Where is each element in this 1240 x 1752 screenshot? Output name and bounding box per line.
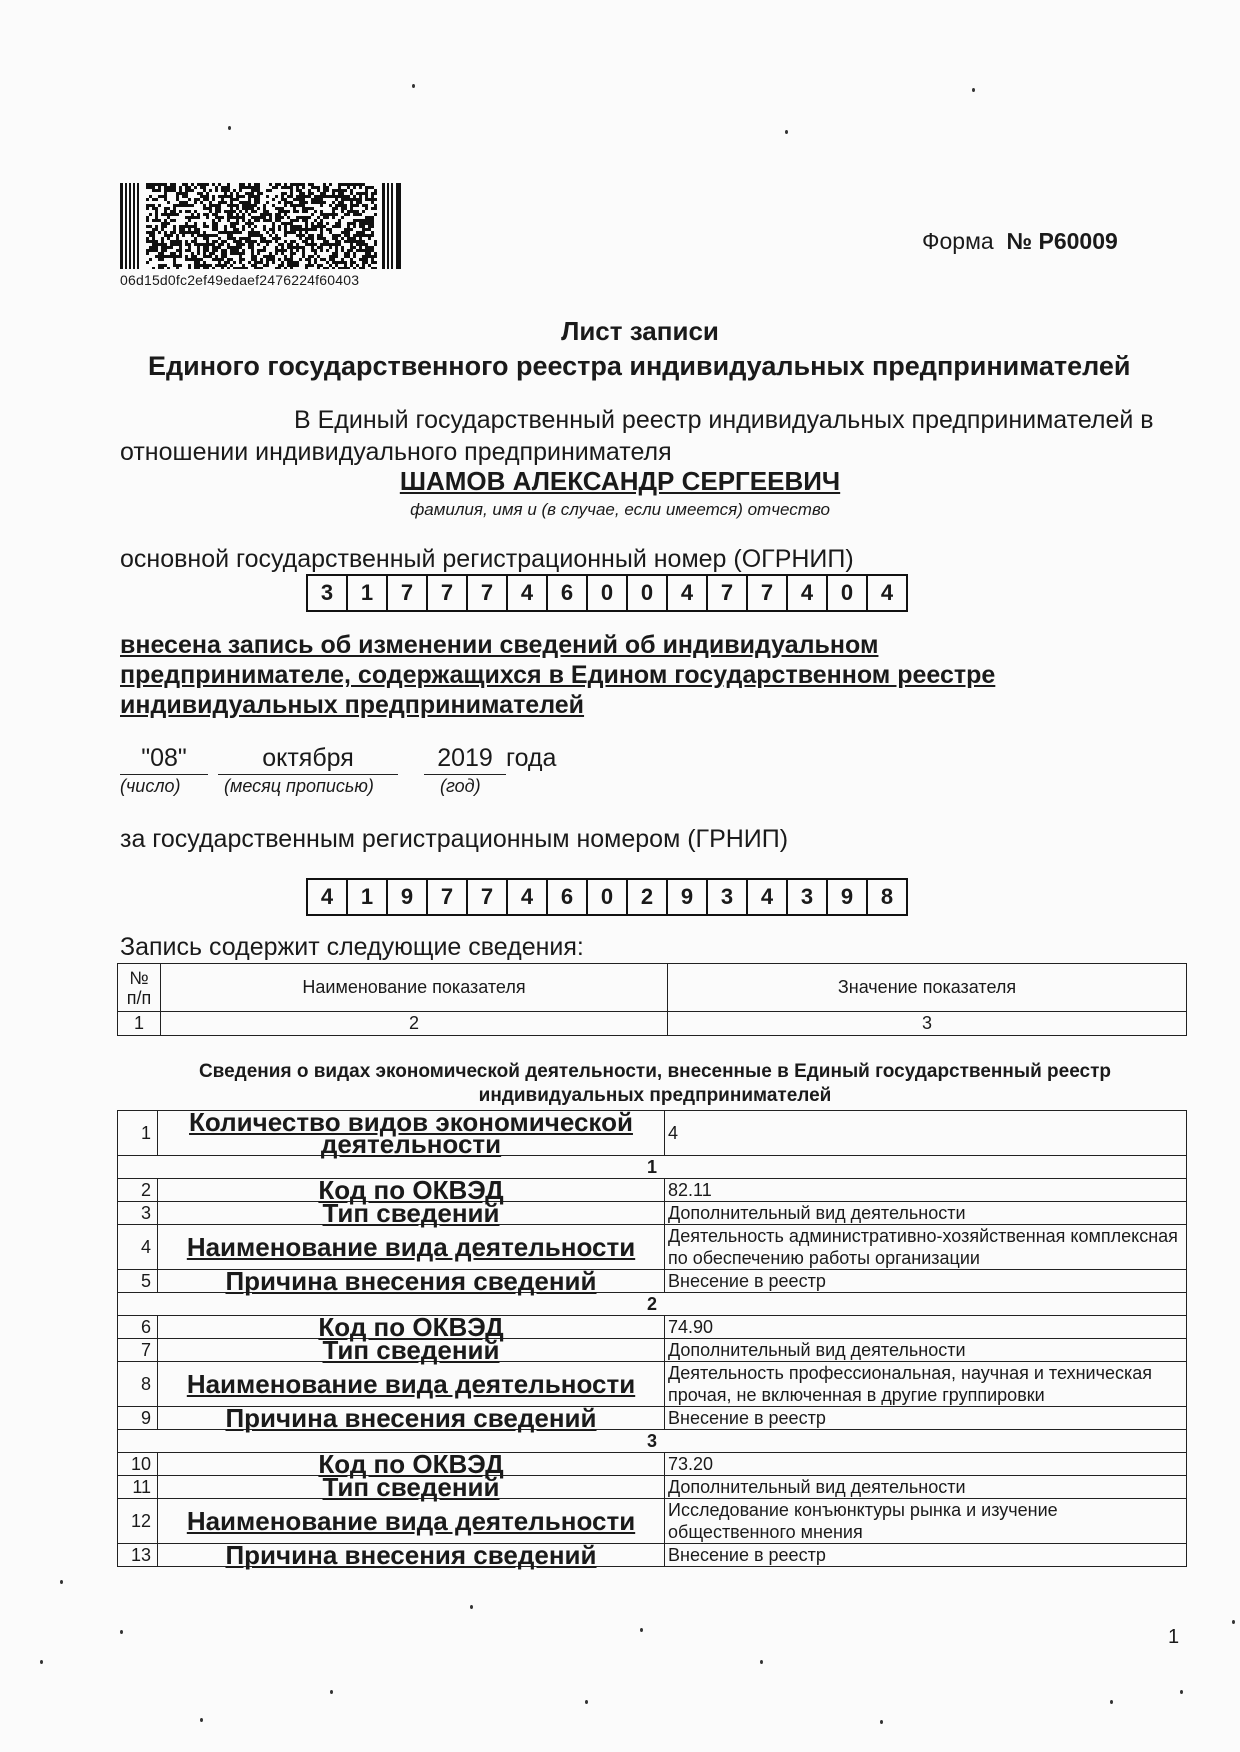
section-title: Сведения о видах экономической деятельности, внесенные в Единый государственный реестр индивидуальных предпринимателей <box>198 1061 1112 1106</box>
digit-box: 7 <box>388 576 428 610</box>
table-row <box>118 1339 1187 1362</box>
row-value: Исследование конъюнктуры рынка и изучение общественного мнения <box>665 1499 1187 1544</box>
document-title: Лист записи <box>561 316 719 346</box>
row-number: 1 <box>118 1111 158 1156</box>
row-number: 4 <box>118 1225 158 1270</box>
row-indicator: Тип сведений <box>158 1202 665 1225</box>
person-name-caption: фамилия, имя и (в случае, если имеется) отчество <box>410 500 830 519</box>
table-row <box>118 1316 1187 1339</box>
digit-box: 1 <box>348 880 388 914</box>
digit-box: 3 <box>708 880 748 914</box>
row-value: Внесение в реестр <box>665 1270 1187 1293</box>
date-year-suffix: года <box>506 744 557 772</box>
group-label: 2 <box>118 1293 1187 1316</box>
intro-line-1: В Единый государственный реестр индивидуальных предпринимателей в <box>294 406 1154 434</box>
digit-box: 9 <box>828 880 868 914</box>
row-number: 13 <box>118 1544 158 1567</box>
digit-box: 7 <box>428 880 468 914</box>
digit-box: 3 <box>788 880 828 914</box>
table-row <box>118 1499 1187 1544</box>
digit-box: 7 <box>428 576 468 610</box>
row-number: 2 <box>118 1179 158 1202</box>
digit-box: 6 <box>548 576 588 610</box>
digit-box: 2 <box>628 880 668 914</box>
row-value: 74.90 <box>665 1316 1187 1339</box>
intro-line-2: отношении индивидуального предпринимателя <box>120 438 672 466</box>
digit-box: 0 <box>628 576 668 610</box>
contents-label: Запись содержит следующие сведения: <box>120 933 584 961</box>
row-indicator: Код по ОКВЭД <box>158 1316 665 1339</box>
row-indicator: Наименование вида деятельности <box>158 1225 665 1270</box>
digit-box: 7 <box>468 576 508 610</box>
table-row <box>118 1202 1187 1225</box>
ogrnip-label: основной государственный регистрационный номер (ОГРНИП) <box>120 545 854 573</box>
table-row <box>118 1407 1187 1430</box>
row-indicator: Код по ОКВЭД <box>158 1179 665 1202</box>
group-label: 1 <box>118 1156 1187 1179</box>
row-indicator: Причина внесения сведений <box>158 1544 665 1567</box>
row-value: 4 <box>665 1111 1187 1156</box>
grnip-label: за государственным регистрационным номером (ГРНИП) <box>120 825 789 853</box>
row-number: 10 <box>118 1453 158 1476</box>
digit-box: 4 <box>508 880 548 914</box>
digit-box: 6 <box>548 880 588 914</box>
barcode-image <box>120 183 402 269</box>
digit-box: 7 <box>468 880 508 914</box>
row-indicator: Причина внесения сведений <box>158 1270 665 1293</box>
group-label: 3 <box>118 1430 1187 1453</box>
digit-box: 0 <box>588 576 628 610</box>
row-value: Деятельность профессиональная, научная и техническая прочая, не включенная в другие группировки <box>665 1362 1187 1407</box>
row-indicator: Наименование вида деятельности <box>158 1499 665 1544</box>
row-indicator: Наименование вида деятельности <box>158 1362 665 1407</box>
table-row <box>118 1362 1187 1407</box>
table-row <box>118 1544 1187 1567</box>
group-row <box>118 1156 1187 1179</box>
table-row <box>118 1179 1187 1202</box>
digit-box: 4 <box>308 880 348 914</box>
row-indicator: Количество видов экономической деятельности <box>158 1111 665 1156</box>
barcode-id: 06d15d0fc2ef49edaef2476224f60403 <box>120 272 360 288</box>
col-index-3: 3 <box>668 1012 1187 1036</box>
digit-box: 0 <box>588 880 628 914</box>
table-row <box>118 1225 1187 1270</box>
row-number: 3 <box>118 1202 158 1225</box>
col-index-1: 1 <box>118 1012 161 1036</box>
row-value: Дополнительный вид деятельности <box>665 1476 1187 1499</box>
row-value: Дополнительный вид деятельности <box>665 1339 1187 1362</box>
digit-box: 3 <box>308 576 348 610</box>
record-statement: внесена запись об изменении сведений об индивидуальном предпринимателе, содержащихся в Едином государственном реестре индивидуальных предпринимателей <box>120 631 996 719</box>
ogrnip-digit-boxes <box>306 574 908 612</box>
date-month: октября <box>218 744 398 775</box>
row-indicator: Код по ОКВЭД <box>158 1453 665 1476</box>
row-value: Деятельность административно-хозяйственная комплексная по обеспечению работы организации <box>665 1225 1187 1270</box>
row-number: 7 <box>118 1339 158 1362</box>
date-year-caption: (год) <box>440 776 481 796</box>
digit-box: 4 <box>880 580 894 605</box>
row-number: 11 <box>118 1476 158 1499</box>
date-day-caption: (число) <box>120 776 181 796</box>
person-name: ШАМОВ АЛЕКСАНДР СЕРГЕЕВИЧ <box>399 466 841 496</box>
row-value: Внесение в реестр <box>665 1407 1187 1430</box>
row-number: 12 <box>118 1499 158 1544</box>
col-name-header: Наименование показателя <box>161 964 668 1012</box>
digit-box: 9 <box>388 880 428 914</box>
digit-box: 4 <box>508 576 548 610</box>
digit-box: 7 <box>708 576 748 610</box>
table-row <box>118 1453 1187 1476</box>
date-day: "08" <box>120 744 208 775</box>
table-row <box>118 1476 1187 1499</box>
row-value: Внесение в реестр <box>665 1544 1187 1567</box>
col-num-header: № п/п <box>118 964 161 1012</box>
digit-box: 0 <box>828 576 868 610</box>
row-indicator: Тип сведений <box>158 1476 665 1499</box>
row-number: 5 <box>118 1270 158 1293</box>
row-value: 82.11 <box>665 1179 1187 1202</box>
digit-box: 4 <box>788 576 828 610</box>
col-index-2: 2 <box>161 1012 668 1036</box>
digit-box: 4 <box>668 576 708 610</box>
document-subtitle: Единого государственного реестра индивидуальных предпринимателей <box>148 351 1131 381</box>
row-indicator: Причина внесения сведений <box>158 1407 665 1430</box>
header-table <box>117 963 1187 1036</box>
row-value: Дополнительный вид деятельности <box>665 1202 1187 1225</box>
activity-table <box>117 1107 1187 1570</box>
row-number: 6 <box>118 1316 158 1339</box>
date-year: 2019 <box>424 744 506 775</box>
date-month-caption: (месяц прописью) <box>224 776 374 796</box>
row-value: 73.20 <box>665 1453 1187 1476</box>
digit-box: 7 <box>748 576 788 610</box>
digit-box: 1 <box>348 576 388 610</box>
grnip-digit-boxes <box>306 878 908 916</box>
table-row <box>118 1111 1187 1156</box>
page-number: 1 <box>1168 1626 1180 1648</box>
table-row <box>118 1270 1187 1293</box>
row-number: 9 <box>118 1407 158 1430</box>
col-value-header: Значение показателя <box>668 964 1187 1012</box>
digit-box: 4 <box>748 880 788 914</box>
row-indicator: Тип сведений <box>158 1339 665 1362</box>
form-number: Форма № Р60009 <box>922 228 1118 254</box>
digit-box: 8 <box>880 884 894 909</box>
row-number: 8 <box>118 1362 158 1407</box>
digit-box: 9 <box>668 880 708 914</box>
